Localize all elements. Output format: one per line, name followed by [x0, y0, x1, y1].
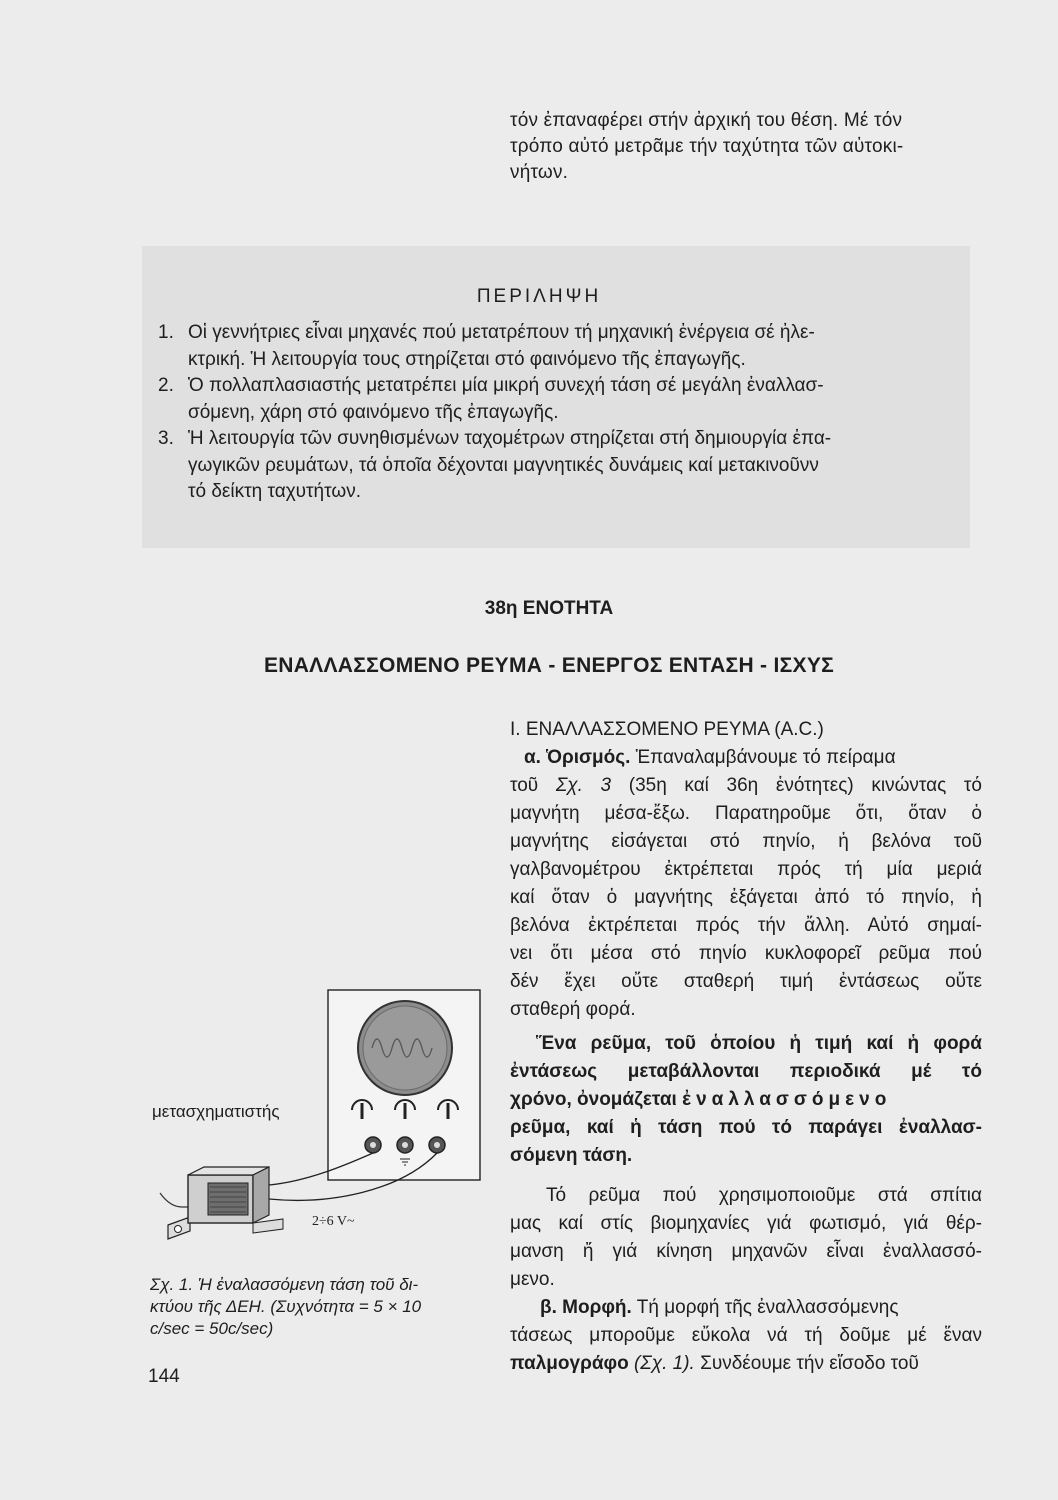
spaced-term: ἐναλλασσόμενο: [682, 1089, 892, 1110]
text-line: τάσεως μποροῦμε εὔκολα νά τή δοῦμε μέ ἕναν: [510, 1325, 982, 1346]
figure-reference: (Σχ. 1).: [628, 1353, 695, 1374]
subsection-heading: Ι. ΕΝΑΛΛΑΣΣΟΜΕΝΟ ΡΕΥΜΑ (A.C.): [510, 719, 824, 740]
figure-caption: [150, 1274, 490, 1340]
text-line: [510, 1350, 982, 1378]
text-line: Σχ. 1. Ἡ ἐναλασσόμενη τάση τοῦ δι-: [150, 1275, 419, 1294]
continuation-paragraph: [510, 108, 980, 186]
figure-reference: Σχ. 3: [555, 775, 612, 796]
voltage-label: 2÷6 V~: [312, 1214, 355, 1229]
summary-title: ΠΕΡΙΛΗΨΗ: [476, 286, 602, 307]
summary-item-number: 3.: [158, 428, 174, 449]
summary-item-number: 2.: [158, 375, 174, 396]
text-line: ρεῦμα, καί ἡ τάση πού τό παράγει ἐναλλασ-: [510, 1117, 982, 1138]
form-label: β. Μορφή.: [540, 1297, 632, 1318]
text-span: Ἐπαναλαμβάνουμε τό πείραμα: [630, 747, 896, 768]
oscilloscope-figure: [150, 985, 490, 1285]
text-span: (35η καί 36η ἑνότητες) κινώντας τό: [611, 775, 982, 796]
section-title: ΕΝΑΛΛΑΣΣΟΜΕΝΟ ΡΕΥΜΑ - ΕΝΕΡΓΟΣ ΕΝΤΑΣΗ - ΙΣΧΥΣ: [263, 654, 835, 677]
text-line: c/sec = 50c/sec): [150, 1319, 274, 1338]
summary-item: [152, 426, 962, 506]
text-line: [510, 1086, 982, 1114]
text-line: ἐντάσεως μεταβάλλονται περιοδικά μέ τό: [510, 1061, 982, 1082]
text-line: νει ὅτι μέσα στό πηνίο κυκλοφορεῖ ρεῦμα πού: [510, 943, 982, 964]
text-line: Ὁ πολλαπλασιαστής μετατρέπει μία μικρή συνεχή τάση σέ μεγάλη ἐναλλασ-: [188, 375, 824, 396]
text-line: [510, 744, 982, 772]
text-line: σόμενη τάση.: [510, 1145, 633, 1166]
summary-item: [152, 320, 962, 373]
paragraph-gap: [510, 1170, 982, 1182]
summary-list: [152, 320, 962, 506]
body-column: [510, 716, 982, 1378]
screen-glass: [363, 1006, 447, 1090]
summary-item-number: 1.: [158, 322, 174, 343]
transformer: [160, 1167, 283, 1239]
text-line: σόμενη, χάρη στό φαινόμενο τῆς ἐπαγωγῆς.: [188, 401, 559, 423]
text-line: κτύου τῆς ΔΕΗ. (Συχνότητα = 5 × 10: [150, 1297, 422, 1316]
text-line: καί ὅταν ὁ μαγνήτης ἐξάγεται ἀπό τό πηνίο, ἡ: [510, 887, 982, 908]
text-line: σταθερή φορά.: [510, 999, 636, 1020]
text-line: Οἱ γεννήτριες εἶναι μηχανές πού μετατρέπουν τή μηχανική ἐνέργεια σέ ἠλε-: [188, 322, 815, 343]
text-line: τόν ἐπαναφέρει στήν ἀρχική του θέση. Μέ τόν: [510, 110, 903, 131]
bold-definition: [510, 1030, 982, 1170]
text-line: γαλβανομέτρου ἐκτρέπεται πρός τή μία μεριά: [510, 859, 982, 880]
page-number: 144: [148, 1366, 180, 1387]
text-line: βελόνα ἐκτρέπεται πρός τήν ἄλλη. Αὐτό σημαί-: [510, 915, 982, 936]
text-line: Ἕνα ρεῦμα, τοῦ ὁποίου ἡ τιμή καί ἡ φορά: [536, 1033, 982, 1054]
text-line: μαγνήτη μέσα-ἔξω. Παρατηροῦμε ὅτι, ὅταν ὁ: [510, 803, 982, 824]
summary-item: [152, 373, 962, 426]
text-line: γωγικῶν ρευμάτων, τά ὁποῖα δέχονται μαγνητικές δυνάμεις καί μετακινοῦνν: [188, 454, 819, 476]
text-line: Ἡ λειτουργία τῶν συνηθισμένων ταχομέτρων στηρίζεται στή δημιουργία ἐπα-: [188, 428, 832, 449]
oscilloscope-term: παλμογράφο: [510, 1353, 629, 1374]
text-line: δέν ἔχει οὔτε σταθερή τιμή ἐντάσεως οὔτε: [510, 971, 982, 992]
definition-label: α. Ὁρισμός.: [524, 747, 631, 768]
text-line: μαγνήτης εἰσάγεται στό πηνίο, ἡ βελόνα τοῦ: [510, 831, 982, 852]
text-line: μας καί στίς βιομηχανίες γιά φωτισμό, γιά θέρ-: [510, 1213, 982, 1234]
section-number: 38η ΕΝΟΤΗΤΑ: [484, 598, 614, 619]
transformer-label: μετασχηματιστής: [152, 1102, 280, 1121]
text-line: τό δείκτη ταχυτήτων.: [188, 481, 361, 502]
text-line: νήτων.: [510, 162, 569, 183]
text-span: τοῦ: [510, 775, 556, 796]
text-line: τρόπο αὐτό μετρᾶμε τήν ταχύτητα τῶν αὐτοκι-: [510, 136, 904, 157]
text-span: Τή μορφή τῆς ἐναλλασσόμενης: [631, 1297, 899, 1318]
text-line: μενο.: [510, 1269, 555, 1290]
text-line: κτρική. Ἡ λειτουργία τους στηρίζεται στό φαινόμενο τῆς ἐπαγωγῆς.: [188, 348, 746, 370]
text-line: μανση ἤ γιά κίνηση μηχανῶν εἶναι ἐναλλασσό-: [510, 1241, 982, 1262]
text-span: χρόνο, ὀνομάζεται: [510, 1089, 683, 1110]
text-span: Συνδέουμε τήν εἴσοδο τοῦ: [694, 1353, 919, 1374]
text-line: [510, 772, 982, 800]
text-line: Τό ρεῦμα πού χρησιμοποιοῦμε στά σπίτια: [546, 1185, 982, 1206]
text-line: [510, 1294, 982, 1322]
